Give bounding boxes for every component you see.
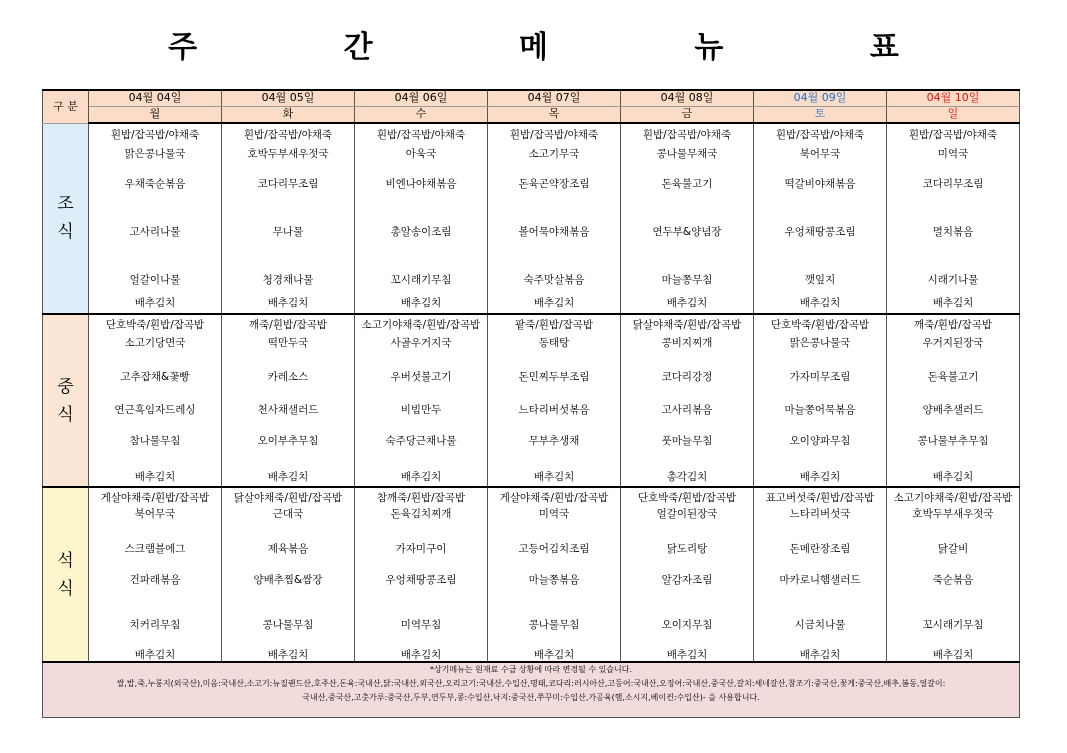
menu-item: 참나물무침 xyxy=(129,435,181,447)
menu-item: 배추김치 xyxy=(267,649,309,661)
menu-item: 우채죽순볶음 xyxy=(124,178,186,190)
date-header: 04월 08일 xyxy=(621,90,754,107)
footer-line: *상기메뉴는 원재료 수급 상황에 따라 변경될 수 있습니다. xyxy=(429,665,633,674)
breakfast-label xyxy=(43,123,89,314)
menu-item: 배추김치 xyxy=(799,649,841,661)
menu-item: 콩나물무침 xyxy=(528,619,580,631)
menu-item: 배추김치 xyxy=(799,471,841,483)
menu-item: 단호박죽/흰밥/잡곡밥 xyxy=(637,492,737,504)
menu-item: 우버섯불고기 xyxy=(390,371,452,383)
dinner-label xyxy=(43,487,89,662)
menu-item: 흰밥/잡곡밥/야채죽 xyxy=(243,129,333,141)
menu-item: 닭살야채죽/흰밥/잡곡밥 xyxy=(632,319,742,331)
menu-cell xyxy=(754,123,887,314)
menu-item: 느타리버섯국 xyxy=(789,508,851,520)
menu-item: 배추김치 xyxy=(400,471,442,483)
weekday-header: 일 xyxy=(887,107,1020,124)
menu-item: 연근흑임자드레싱 xyxy=(114,404,196,416)
weekday-header: 화 xyxy=(222,107,355,124)
footer-note xyxy=(43,662,1020,718)
menu-item: 무부추생채 xyxy=(528,435,580,447)
menu-item: 콩비지찌개 xyxy=(661,337,713,349)
menu-item: 스크램블에그 xyxy=(124,543,186,555)
menu-item: 코다리무조림 xyxy=(922,178,984,190)
menu-item: 깨죽/흰밥/잡곡밥 xyxy=(248,319,328,331)
menu-item: 배추김치 xyxy=(932,471,974,483)
menu-item: 꼬시래기무침 xyxy=(922,619,984,631)
menu-item: 무나물 xyxy=(272,226,304,238)
menu-item: 미역국 xyxy=(937,148,969,160)
menu-item: 북어무국 xyxy=(799,148,841,160)
weekly-menu-table xyxy=(42,89,1020,718)
menu-item: 숙주당근채나물 xyxy=(385,435,457,447)
menu-item: 근대국 xyxy=(272,508,304,520)
menu-item: 배추김치 xyxy=(134,649,176,661)
menu-item: 배추김치 xyxy=(666,649,708,661)
menu-item: 콩나물부추무침 xyxy=(917,435,989,447)
date-header: 04월 09일 xyxy=(754,90,887,107)
menu-item: 배추김치 xyxy=(267,297,309,309)
menu-item: 표고버섯죽/흰밥/잡곡밥 xyxy=(765,492,875,504)
menu-item: 콩나물무채국 xyxy=(656,148,718,160)
menu-item: 배추김치 xyxy=(932,297,974,309)
menu-cell xyxy=(754,487,887,662)
menu-cell xyxy=(488,487,621,662)
menu-item: 배추김치 xyxy=(533,649,575,661)
menu-item: 흰밥/잡곡밥/야채죽 xyxy=(642,129,732,141)
menu-item: 흰밥/잡곡밥/야채죽 xyxy=(908,129,998,141)
menu-cell xyxy=(222,487,355,662)
menu-item: 꼬시래기무침 xyxy=(390,274,452,286)
menu-item: 아욱국 xyxy=(405,148,437,160)
menu-item: 깨죽/흰밥/잡곡밥 xyxy=(913,319,993,331)
menu-item: 느타리버섯볶음 xyxy=(518,404,590,416)
menu-item: 비엔나야채볶음 xyxy=(385,178,457,190)
menu-item: 시금치나물 xyxy=(794,619,846,631)
menu-item: 제육볶음 xyxy=(267,543,309,555)
menu-cell xyxy=(355,123,488,314)
menu-item: 흰밥/잡곡밥/야채죽 xyxy=(775,129,865,141)
menu-item: 흰밥/잡곡밥/야채죽 xyxy=(509,129,599,141)
menu-item: 오이양파무침 xyxy=(789,435,851,447)
menu-item: 코다리무조림 xyxy=(257,178,319,190)
menu-item: 소고기야채죽/흰밥/잡곡밥 xyxy=(893,492,1013,504)
menu-item: 천사채샐러드 xyxy=(257,404,319,416)
weekday-header: 토 xyxy=(754,107,887,124)
menu-item: 배추김치 xyxy=(932,649,974,661)
menu-item: 깻잎지 xyxy=(804,274,836,286)
menu-item: 배추김치 xyxy=(400,297,442,309)
menu-item: 북어무국 xyxy=(134,508,176,520)
menu-item: 볼어묵야채볶음 xyxy=(518,226,590,238)
menu-item: 소고기당면국 xyxy=(124,337,186,349)
weekday-header: 목 xyxy=(488,107,621,124)
meal-label-char: 석 xyxy=(57,550,74,571)
gubun-header: 구 분 xyxy=(43,90,89,123)
menu-item: 양배추찜&쌈장 xyxy=(253,574,323,586)
menu-item: 배추김치 xyxy=(533,471,575,483)
menu-item: 닭살야채죽/흰밥/잡곡밥 xyxy=(233,492,343,504)
menu-item: 풋마늘무침 xyxy=(661,435,713,447)
menu-item: 배추김치 xyxy=(134,297,176,309)
menu-item: 참깨죽/흰밥/잡곡밥 xyxy=(376,492,466,504)
menu-item: 돈육불고기 xyxy=(661,178,713,190)
menu-item: 우엉채땅콩조림 xyxy=(784,226,856,238)
menu-item: 우엉채땅콩조림 xyxy=(385,574,457,586)
menu-cell xyxy=(355,487,488,662)
menu-item: 시래기나물 xyxy=(927,274,979,286)
menu-item: 배추김치 xyxy=(799,297,841,309)
menu-cell xyxy=(887,314,1020,487)
menu-item: 미역무침 xyxy=(400,619,442,631)
menu-item: 가자미구이 xyxy=(395,543,447,555)
weekday-header: 금 xyxy=(621,107,754,124)
menu-cell xyxy=(355,314,488,487)
menu-item: 호박두부새우젓국 xyxy=(912,508,994,520)
menu-item: 돈육불고기 xyxy=(927,371,979,383)
meal-label-char: 식 xyxy=(57,404,74,425)
menu-item: 떡갈비야채볶음 xyxy=(784,178,856,190)
menu-cell xyxy=(621,123,754,314)
menu-item: 알감자조림 xyxy=(661,574,713,586)
menu-cell xyxy=(222,314,355,487)
lunch-label xyxy=(43,314,89,487)
weekday-header: 월 xyxy=(89,107,222,124)
menu-item: 떡만두국 xyxy=(267,337,309,349)
breakfast-row xyxy=(43,123,1020,314)
menu-item: 사골우거지국 xyxy=(390,337,452,349)
menu-item: 맑은콩나물국 xyxy=(124,148,186,160)
menu-item: 단호박죽/흰밥/잡곡밥 xyxy=(105,319,205,331)
menu-item: 고추잡채&꽃빵 xyxy=(120,371,190,383)
menu-cell xyxy=(621,314,754,487)
menu-cell xyxy=(488,314,621,487)
menu-item: 동태탕 xyxy=(538,337,570,349)
menu-item: 숙주맛살볶음 xyxy=(523,274,585,286)
menu-item: 돈육곤약장조림 xyxy=(518,178,590,190)
menu-item: 마늘쫑볶음 xyxy=(528,574,580,586)
menu-item: 게살야채죽/흰밥/잡곡밥 xyxy=(100,492,210,504)
menu-item: 배추김치 xyxy=(267,471,309,483)
menu-cell xyxy=(89,314,222,487)
menu-item: 총각김치 xyxy=(666,471,708,483)
menu-cell xyxy=(488,123,621,314)
menu-item: 배추김치 xyxy=(134,471,176,483)
menu-item: 총알송이조림 xyxy=(390,226,452,238)
menu-item: 비빔만두 xyxy=(400,404,442,416)
menu-item: 돈메란장조림 xyxy=(789,543,851,555)
menu-item: 코다리강정 xyxy=(661,371,713,383)
menu-cell xyxy=(89,487,222,662)
menu-item: 미역국 xyxy=(538,508,570,520)
menu-item: 배추김치 xyxy=(533,297,575,309)
menu-item: 팥죽/흰밥/잡곡밥 xyxy=(514,319,594,331)
menu-item: 고사리나물 xyxy=(129,226,181,238)
menu-cell xyxy=(887,487,1020,662)
footer-line: 쌀,밥,죽,누룽지(외국산),미음:국내산,소고기:뉴질랜드산,호주산,돈육:국내산,닭:국내산,외국산,오리고기:국내산,수입산,명태,코다리:러시아산,고등어:국내산,오징어:국내산,중국산,갈치:세네갈산,참조기:중국산,꽃게:중국산,배추,봄동,얼갈이: xyxy=(116,679,946,688)
menu-item: 죽순볶음 xyxy=(932,574,974,586)
meal-label-char: 식 xyxy=(57,578,74,599)
menu-item: 양배추샐러드 xyxy=(922,404,984,416)
date-header: 04월 05일 xyxy=(222,90,355,107)
menu-item: 연두부&양념장 xyxy=(652,226,722,238)
menu-item: 멸치볶음 xyxy=(932,226,974,238)
date-header: 04월 10일 xyxy=(887,90,1020,107)
menu-item: 마늘쫑무침 xyxy=(661,274,713,286)
date-header: 04월 07일 xyxy=(488,90,621,107)
menu-cell xyxy=(887,123,1020,314)
menu-item: 닭도리탕 xyxy=(666,543,708,555)
date-header: 04월 04일 xyxy=(89,90,222,107)
menu-item: 우거지된장국 xyxy=(922,337,984,349)
menu-item: 콩나물무침 xyxy=(262,619,314,631)
menu-item: 단호박죽/흰밥/잡곡밥 xyxy=(770,319,870,331)
menu-item: 건파래볶음 xyxy=(129,574,181,586)
menu-item: 배추김치 xyxy=(666,297,708,309)
menu-item: 닭갈비 xyxy=(937,543,969,555)
menu-cell xyxy=(754,314,887,487)
meal-label-char: 조 xyxy=(57,194,74,215)
page-title: 주 간 메 뉴 표 xyxy=(168,30,967,65)
menu-item: 얼갈이된장국 xyxy=(656,508,718,520)
menu-cell xyxy=(222,123,355,314)
menu-item: 게살야채죽/흰밥/잡곡밥 xyxy=(499,492,609,504)
menu-cell xyxy=(621,487,754,662)
weekday-header: 수 xyxy=(355,107,488,124)
menu-item: 고등어김치조림 xyxy=(518,543,590,555)
menu-cell xyxy=(89,123,222,314)
meal-label-char: 중 xyxy=(57,376,74,397)
menu-item: 호박두부새우젓국 xyxy=(247,148,329,160)
meal-label-char: 식 xyxy=(57,222,74,243)
menu-item: 맑은콩나물국 xyxy=(789,337,851,349)
menu-item: 치커리무침 xyxy=(129,619,181,631)
menu-item: 흰밥/잡곡밥/야채죽 xyxy=(376,129,466,141)
menu-item: 돈민찌두부조림 xyxy=(518,371,590,383)
menu-item: 청경채나물 xyxy=(262,274,314,286)
menu-item: 오이부추무침 xyxy=(257,435,319,447)
menu-item: 가자미무조림 xyxy=(789,371,851,383)
menu-item: 소고기야채죽/흰밥/잡곡밥 xyxy=(361,319,481,331)
menu-item: 배추김치 xyxy=(400,649,442,661)
footer-line: 국내산,중국산,고춧가루:중국산,두부,연두부,콩:수입산,낙지:중국산,쭈꾸미:수입산,가공육(햄,소시지,베이컨:수입산)- 을 사용합니다. xyxy=(302,693,760,702)
menu-item: 마늘쫑어묵볶음 xyxy=(784,404,856,416)
menu-item: 마카로니햄샐러드 xyxy=(779,574,861,586)
menu-item: 소고기무국 xyxy=(528,148,580,160)
lunch-row xyxy=(43,314,1020,487)
menu-item: 얼갈이나물 xyxy=(129,274,181,286)
menu-item: 오이지무침 xyxy=(661,619,713,631)
date-header: 04월 06일 xyxy=(355,90,488,107)
dinner-row xyxy=(43,487,1020,662)
menu-item: 카레소스 xyxy=(267,371,309,383)
menu-item: 돈육김치찌개 xyxy=(390,508,452,520)
menu-item: 고사리볶음 xyxy=(661,404,713,416)
menu-item: 흰밥/잡곡밥/야채죽 xyxy=(110,129,200,141)
